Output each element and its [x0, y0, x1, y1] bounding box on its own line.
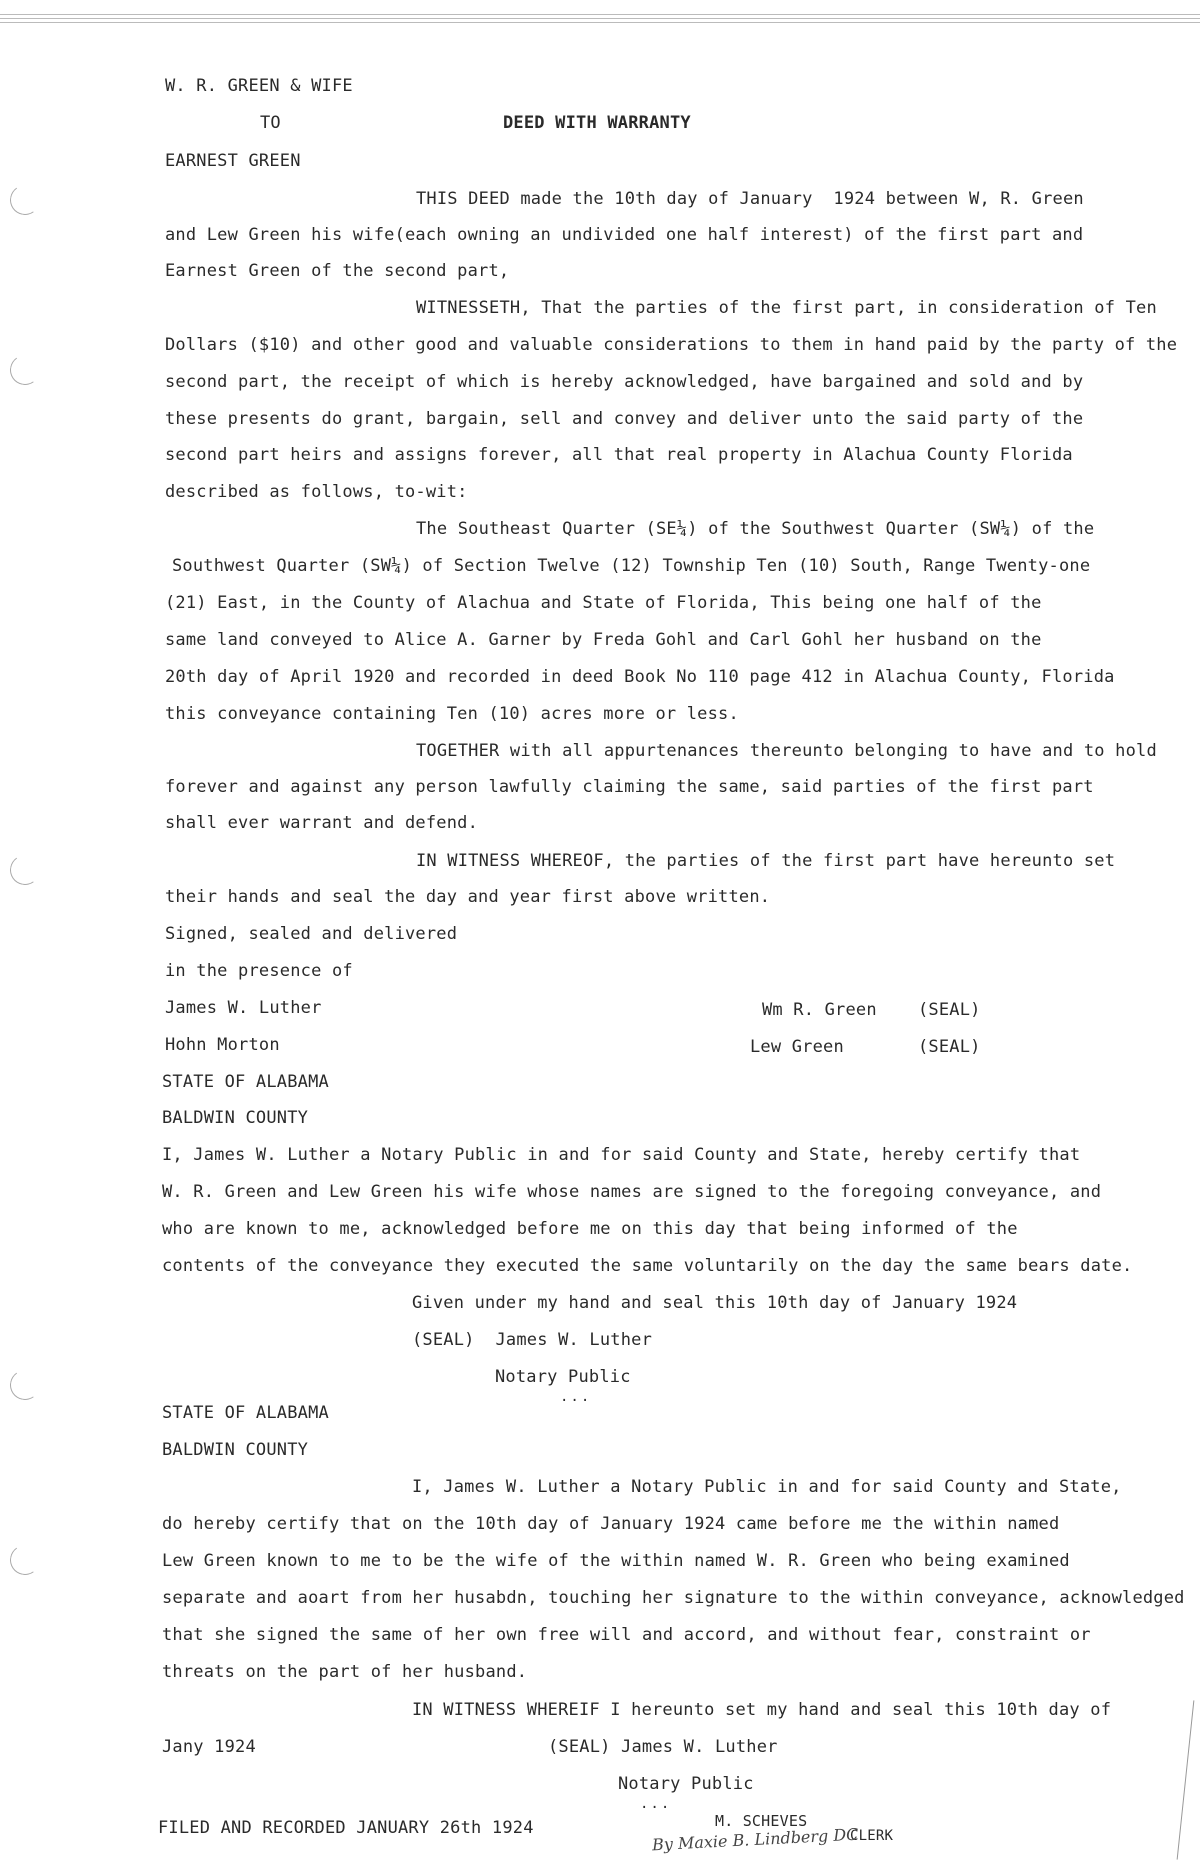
page-edge-line [0, 18, 1200, 19]
separate-acknowledgment-line: Lew Green known to me to be the wife of the within named W. R. Green who being examined [162, 1551, 1070, 1571]
body-text-line: THIS DEED made the 10th day of January 1924 between W, R. Green [416, 189, 1084, 209]
venue-county: BALDWIN COUNTY [162, 1440, 309, 1460]
seal-mark: (SEAL) [918, 1037, 981, 1057]
witness-name: James W. Luther [165, 998, 322, 1018]
body-text-line: WITNESSETH, That the parties of the first part, in consideration of Ten [416, 298, 1157, 318]
grantor-heading: W. R. GREEN & WIFE [165, 76, 353, 96]
separate-acknowledgment-line: that she signed the same of her own free will and accord, and without fear, constraint or [162, 1625, 1091, 1645]
separator-dots: ... [640, 1796, 672, 1812]
property-description-line: this conveyance containing Ten (10) acres more or less. [165, 704, 739, 724]
punch-hole-mark [8, 853, 43, 888]
body-text-line: second part heirs and assigns forever, all that real property in Alachua County Florida [165, 445, 1073, 465]
clerk-name: M. SCHEVES [715, 1812, 808, 1830]
separator-dots: ... [560, 1389, 592, 1405]
punch-hole-mark [8, 1368, 43, 1403]
page-edge-curl [1177, 1700, 1195, 1859]
property-description-line: (21) East, in the County of Alachua and State of Florida, This being one half of the [165, 593, 1042, 613]
acknowledgment-line: who are known to me, acknowledged before me on this day that being informed of the [162, 1219, 1018, 1239]
signed-sealed-line: Signed, sealed and delivered [165, 924, 458, 944]
body-text-line: and Lew Green his wife(each owning an undivided one half interest) of the first part and [165, 225, 1084, 245]
body-text-line: described as follows, to-wit: [165, 482, 468, 502]
body-text-line: these presents do grant, bargain, sell and convey and deliver unto the said party of the [165, 409, 1084, 429]
venue-state: STATE OF ALABAMA [162, 1403, 329, 1423]
body-text-line: second part, the receipt of which is hereby acknowledged, have bargained and sold and by [165, 372, 1084, 392]
habendum-line: shall ever warrant and defend. [165, 813, 479, 833]
document-title: DEED WITH WARRANTY [503, 113, 691, 133]
acknowledgment-line: contents of the conveyance they executed the same voluntarily on the day the same bears date. [162, 1256, 1133, 1276]
clerk-label: CLERK [850, 1828, 894, 1844]
presence-line: in the presence of [165, 961, 353, 981]
witness-date: Jany 1924 [162, 1737, 256, 1757]
separate-acknowledgment-line: I, James W. Luther a Notary Public in and for said County and State, [412, 1477, 1122, 1497]
testimonium-line: IN WITNESS WHEREOF, the parties of the first part have hereunto set [416, 851, 1116, 871]
seal-mark: (SEAL) [918, 1000, 981, 1020]
punch-hole-mark [8, 353, 43, 388]
acknowledgment-line: W. R. Green and Lew Green his wife whose names are signed to the foregoing conveyance, and [162, 1182, 1102, 1202]
venue-state: STATE OF ALABAMA [162, 1072, 329, 1092]
notary-title: Notary Public [618, 1774, 754, 1794]
punch-hole-mark [8, 1543, 43, 1578]
property-description-line: Southwest Quarter (SW¼) of Section Twelve (12) Township Ten (10) South, Range Twenty-one [172, 556, 1091, 576]
grantee-heading: EARNEST GREEN [165, 151, 301, 171]
notary-seal-signature: (SEAL) James W. Luther [548, 1737, 778, 1757]
habendum-line: forever and against any person lawfully claiming the same, said parties of the first part [165, 777, 1094, 797]
to-heading: TO [260, 113, 281, 133]
testimonium-line: their hands and seal the day and year first above written. [165, 887, 771, 907]
property-description-line: 20th day of April 1920 and recorded in deed Book No 110 page 412 in Alachua County, Florida [165, 667, 1115, 687]
property-description-line: same land conveyed to Alice A. Garner by Freda Gohl and Carl Gohl her husband on the [165, 630, 1042, 650]
body-text-line: Dollars ($10) and other good and valuable considerations to them in hand paid by the party of the [165, 335, 1178, 355]
separate-acknowledgment-line: do hereby certify that on the 10th day of January 1924 came before me the within named [162, 1514, 1060, 1534]
separate-acknowledgment-line: separate and aoart from her husabdn, touching her signature to the within conveyance, acknowledged [162, 1588, 1185, 1608]
page-edge-line [0, 14, 1200, 15]
property-description-line: The Southeast Quarter (SE¼) of the Southwest Quarter (SW¼) of the [416, 519, 1095, 539]
page-edge-line [0, 22, 1200, 23]
signer-name: Wm R. Green [762, 1000, 877, 1020]
acknowledgment-line: I, James W. Luther a Notary Public in and for said County and State, hereby certify that [162, 1145, 1081, 1165]
punch-hole-mark [8, 183, 43, 218]
notary-seal-signature: (SEAL) James W. Luther [412, 1330, 653, 1350]
venue-county: BALDWIN COUNTY [162, 1108, 309, 1128]
given-under-hand-line: Given under my hand and seal this 10th day of January 1924 [412, 1293, 1018, 1313]
handwritten-deputy-clerk-signature: By Maxie B. Lindberg DC [651, 1824, 859, 1855]
habendum-line: TOGETHER with all appurtenances thereunto belonging to have and to hold [416, 741, 1157, 761]
witness-name: Hohn Morton [165, 1035, 280, 1055]
separate-acknowledgment-line: threats on the part of her husband. [162, 1662, 528, 1682]
body-text-line: Earnest Green of the second part, [165, 261, 510, 281]
notary-title: Notary Public [495, 1367, 631, 1387]
witness-whereof-line: IN WITNESS WHEREIF I hereunto set my hand and seal this 10th day of [412, 1700, 1112, 1720]
filed-recorded-line: FILED AND RECORDED JANUARY 26th 1924 [158, 1818, 534, 1838]
signer-name: Lew Green [750, 1037, 844, 1057]
